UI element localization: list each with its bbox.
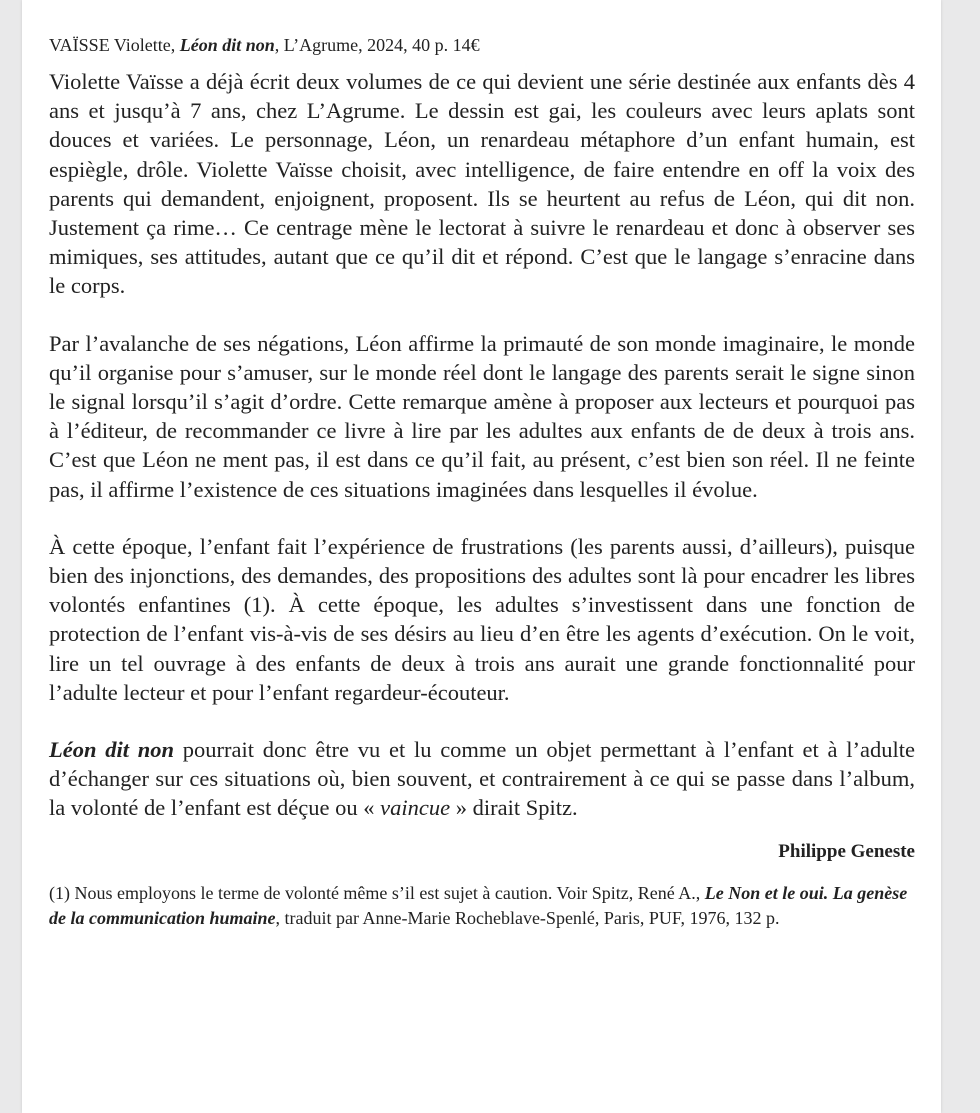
- paragraph-3: À cette époque, l’enfant fait l’expérience de frustrations (les parents aussi, d’ailleurs), puisque bien des injonctions, des demandes, des propositions des adultes sont là pour encadrer les libres volontés enfantines (1). À cette époque, les adultes s’investissent dans une fonction de protection de l’enfant vis-à-vis de ses désirs au lieu d’en être les agents d’exécution. On le voit, lire un tel ouvrage à des enfants de deux à trois ans aurait une grande fonctionnalité pour l’adulte lecteur et pour l’enfant regardeur-écouteur.: [49, 533, 915, 705]
- paragraph-4-text: pourrait donc être vu et lu comme un objet permettant à l’enfant et à l’adulte d’échanger sur ces situations où, bien souvent, et contrairement à ce qui se passe dans l’album, la volonté de l’enfant est déçue ou «: [49, 737, 915, 821]
- paragraph-4-ending: » dirait Spitz.: [450, 795, 578, 821]
- paragraph-2: Par l’avalanche de ses négations, Léon affirme la primauté de son monde imaginaire, le monde qu’il organise pour s’amuser, sur le monde réel dont le langage des parents serait le signe sinon le signal lorsqu’il s’agit d’ordre. Cette remarque amène à proposer aux lecteurs et pourquoi pas à l’éditeur, de recommander ce livre à lire par les adultes aux enfants de de deux à trois ans. C’est que Léon ne ment pas, il est dans ce qu’il fait, au présent, c’est bien son réel. Il ne feinte pas, il affirme l’existence de ces situations imaginées dans lesquelles il évolue.: [49, 330, 915, 502]
- book-citation: [49, 0, 915, 58]
- citation-publisher-info: , L’Agrume, 2024, 40 p. 14€: [274, 35, 480, 55]
- article-body: [49, 0, 915, 932]
- footnote-publication: , traduit par Anne-Marie Rocheblave-Spenlé, Paris, PUF, 1976, 132 p.: [275, 908, 780, 929]
- article-page: [22, 0, 941, 1113]
- paragraph-4: [49, 735, 915, 823]
- footnote-text: (1) Nous employons le terme de volonté même s’il est sujet à caution. Voir Spitz, René A.,: [49, 882, 705, 903]
- footnote-book-title: Le Non et le oui. La genèse de la communication humaine: [49, 882, 908, 929]
- citation-author: VAÏSSE Violette,: [49, 35, 180, 55]
- paragraph-4-quote: vaincue: [380, 795, 451, 821]
- paragraph-4-book-title: Léon dit non: [49, 737, 175, 763]
- citation-title: Léon dit non: [179, 35, 275, 55]
- footnote: [49, 881, 915, 932]
- author-signature: Philippe Geneste: [778, 840, 915, 862]
- paragraph-1: Violette Vaïsse a déjà écrit deux volumes de ce qui devient une série destinée aux enfants dès 4 ans et jusqu’à 7 ans, chez L’Agrume. Le dessin est gai, les couleurs avec leurs aplats sont douces et variées. Le personnage, Léon, un renardeau métaphore d’un enfant humain, est espiègle, drôle. Violette Vaïsse choisit, avec intelligence, de faire entendre en off la voix des parents qui demandent, enjoignent, proposent. Ils se heurtent au refus de Léon, qui dit non. Justement ça rime… Ce centrage mène le lectorat à suivre le renardeau et donc à observer ses mimiques, ses attitudes, autant que ce qu’il dit et répond. C’est que le langage s’enracine dans le corps.: [49, 69, 915, 299]
